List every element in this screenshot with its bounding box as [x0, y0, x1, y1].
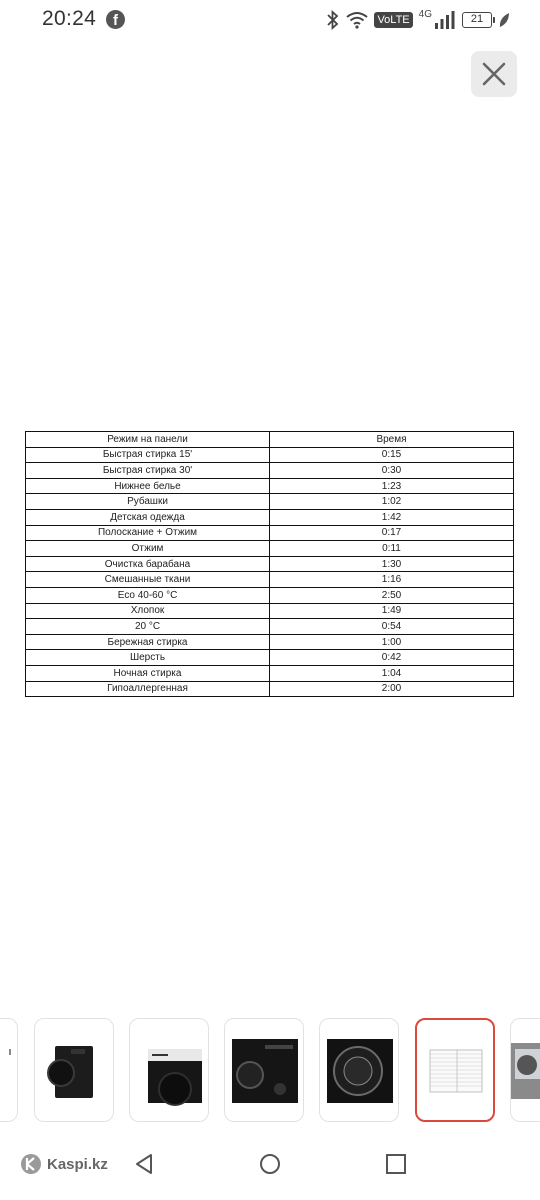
- table-row: [26, 634, 514, 650]
- table-row: [26, 525, 514, 541]
- time-cell: 1:49: [270, 603, 514, 619]
- time-cell: 0:17: [270, 525, 514, 541]
- network-type: 4G: [418, 8, 432, 20]
- table-row: [26, 494, 514, 510]
- time-cell: 0:15: [270, 447, 514, 463]
- program-time-table: [25, 431, 514, 697]
- thumbnail-item[interactable]: [34, 1018, 114, 1122]
- home-icon[interactable]: [258, 1152, 282, 1176]
- mode-cell: Рубашки: [26, 494, 270, 510]
- mode-cell: Бережная стирка: [26, 634, 270, 650]
- signal-icon: [434, 11, 456, 29]
- recents-icon[interactable]: [384, 1152, 408, 1176]
- mode-cell: Смешанные ткани: [26, 572, 270, 588]
- time-cell: 1:30: [270, 556, 514, 572]
- mode-cell: Гипоаллергенная: [26, 681, 270, 697]
- time-cell: 1:16: [270, 572, 514, 588]
- table-row: [26, 603, 514, 619]
- time-cell: 1:02: [270, 494, 514, 510]
- table-row: [26, 447, 514, 463]
- table-row: [26, 650, 514, 666]
- table-row: [26, 665, 514, 681]
- table-row: [26, 619, 514, 635]
- time-cell: 1:04: [270, 665, 514, 681]
- thumbnail-item[interactable]: [0, 1018, 18, 1122]
- mode-cell: Быстрая стирка 30': [26, 463, 270, 479]
- close-icon: [482, 62, 506, 86]
- mode-cell: Нижнее белье: [26, 478, 270, 494]
- battery-icon: [462, 12, 492, 28]
- mode-cell: Шерсть: [26, 650, 270, 666]
- leaf-icon: [498, 12, 510, 28]
- time-cell: 0:42: [270, 650, 514, 666]
- mode-cell: Eco 40-60 °C: [26, 587, 270, 603]
- thumbnail-strip[interactable]: [0, 1018, 540, 1122]
- table-row: [26, 572, 514, 588]
- facebook-icon: f: [106, 10, 125, 29]
- thumbnail-item[interactable]: [319, 1018, 399, 1122]
- kaspi-logo-icon: [20, 1153, 42, 1175]
- volte-badge: VoLTE: [374, 12, 412, 28]
- time-cell: 2:50: [270, 587, 514, 603]
- brand-watermark: [20, 1153, 108, 1175]
- table-row: [26, 587, 514, 603]
- column-header-time: Время: [270, 432, 514, 448]
- time-cell: 0:11: [270, 541, 514, 557]
- table-row: [26, 463, 514, 479]
- mode-cell: Хлопок: [26, 603, 270, 619]
- table-row: [26, 541, 514, 557]
- status-icons: [326, 8, 510, 32]
- time-cell: 1:00: [270, 634, 514, 650]
- thumbnail-item[interactable]: [129, 1018, 209, 1122]
- bluetooth-icon: [326, 10, 340, 30]
- table-row: [26, 681, 514, 697]
- thumbnail-item[interactable]: [224, 1018, 304, 1122]
- time-cell: 2:00: [270, 681, 514, 697]
- close-button[interactable]: [471, 51, 517, 97]
- wifi-icon: [346, 11, 368, 29]
- thumbnail-item-active[interactable]: [415, 1018, 495, 1122]
- mode-cell: Очистка барабана: [26, 556, 270, 572]
- status-bar: [0, 0, 540, 40]
- mode-cell: Ночная стирка: [26, 665, 270, 681]
- mode-cell: Быстрая стирка 15': [26, 447, 270, 463]
- time-cell: 0:54: [270, 619, 514, 635]
- table-row: [26, 556, 514, 572]
- table-row: [26, 509, 514, 525]
- brand-name: Kaspi.kz: [47, 1155, 108, 1173]
- time-cell: 1:42: [270, 509, 514, 525]
- navigation-bar: [0, 1140, 540, 1190]
- mode-cell: 20 °C: [26, 619, 270, 635]
- time-cell: 1:23: [270, 478, 514, 494]
- mode-cell: Полоскание + Отжим: [26, 525, 270, 541]
- table-row: [26, 478, 514, 494]
- time-cell: 0:30: [270, 463, 514, 479]
- mode-cell: Детская одежда: [26, 509, 270, 525]
- back-icon[interactable]: [132, 1152, 156, 1176]
- thumbnail-item[interactable]: [510, 1018, 540, 1122]
- column-header-mode: Режим на панели: [26, 432, 270, 448]
- battery-level: 21: [470, 13, 484, 25]
- status-time: 20:24: [42, 7, 97, 30]
- mode-cell: Отжим: [26, 541, 270, 557]
- table-header-row: [26, 432, 514, 448]
